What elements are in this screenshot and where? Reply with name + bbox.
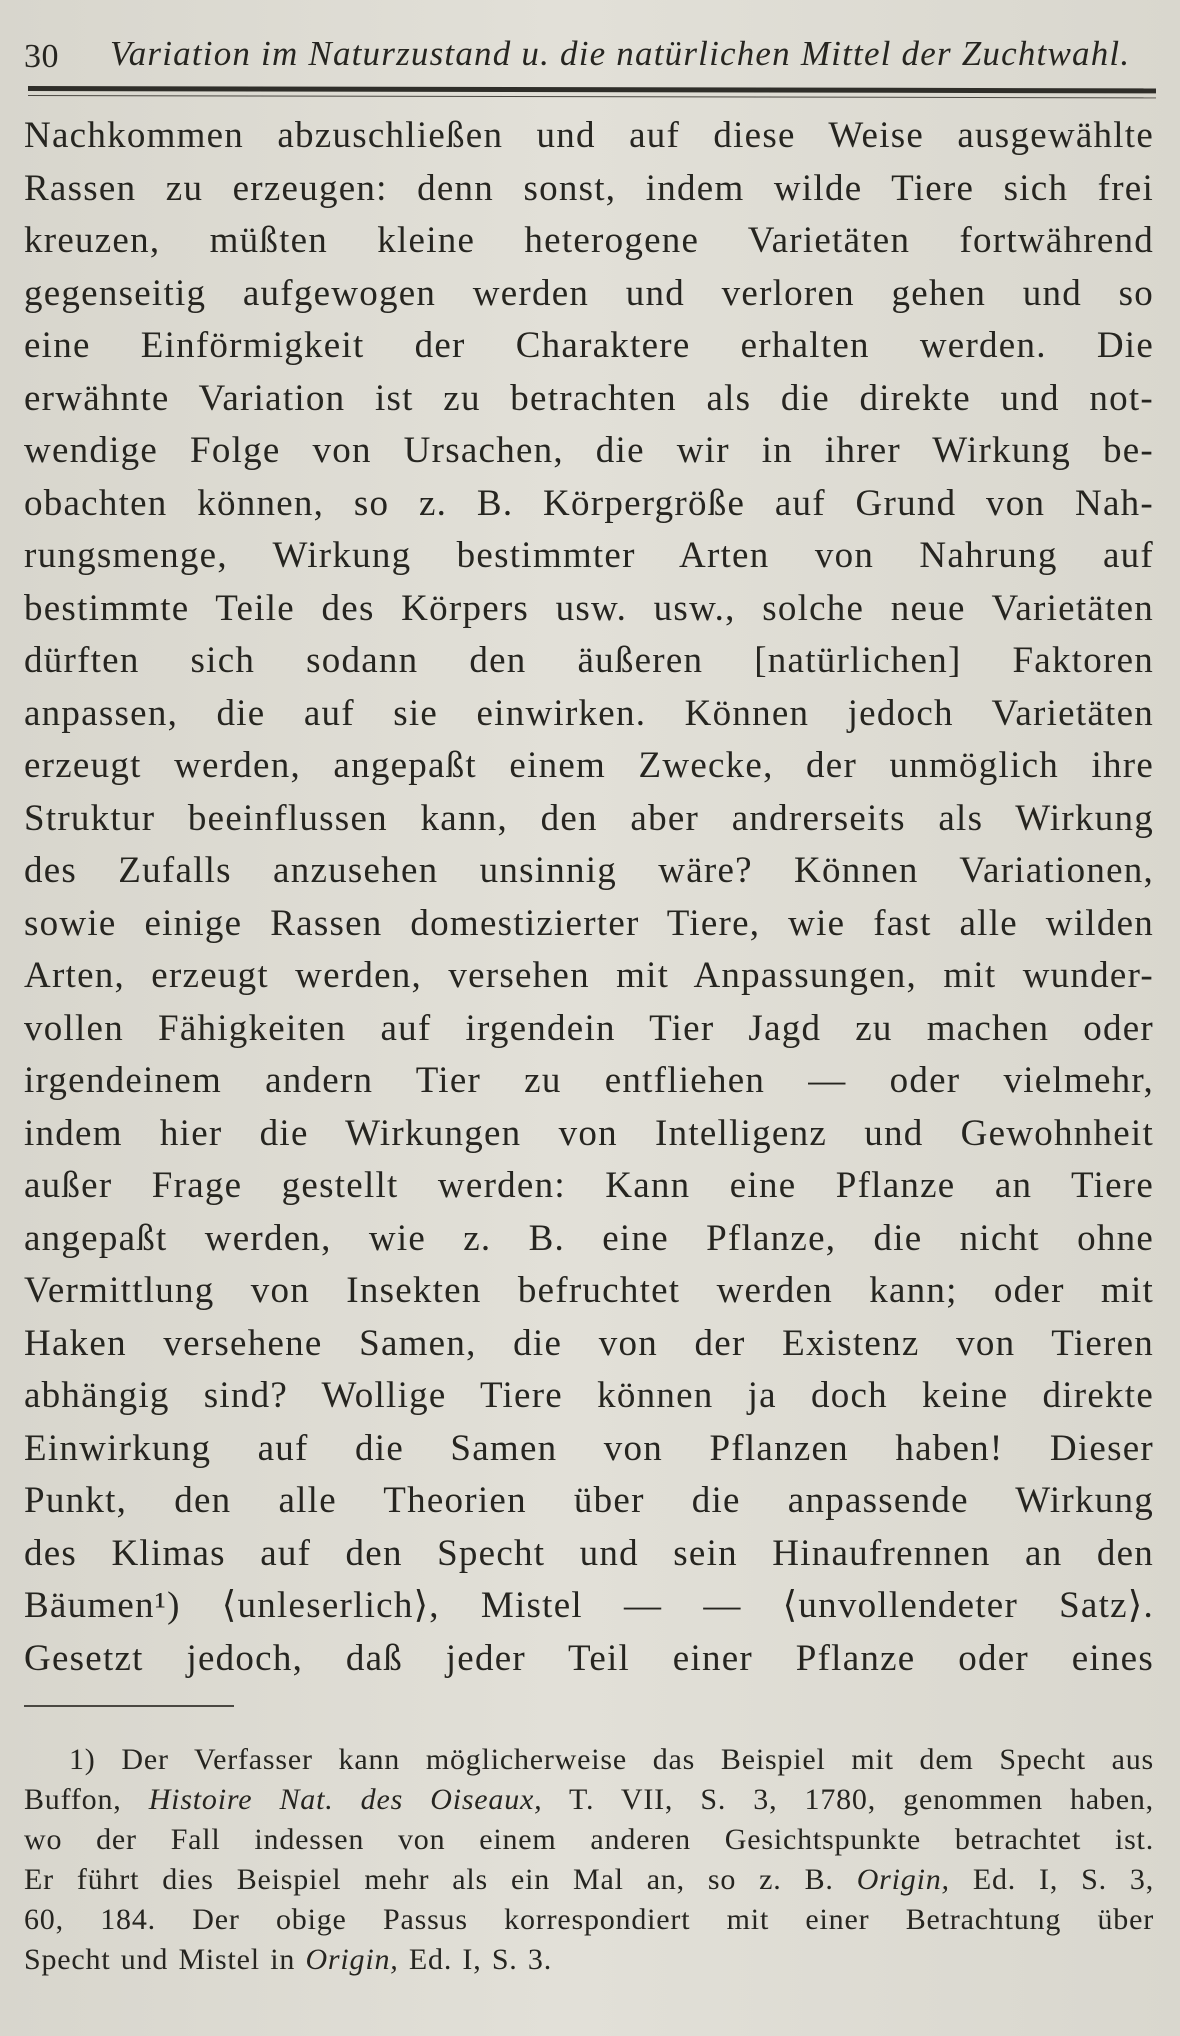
footnote-segment-edition: Ed. I, S. 3, [972, 1863, 1154, 1896]
running-title: Variation im Naturzustand u. die natürlichen Mittel der Zuchtwahl. [110, 34, 1131, 73]
body-line-7: wendige Folge von Ursachen, die wir in ihrer Wirkung be- [24, 430, 1154, 471]
body-line-11: dürften sich sodann den äußeren [natürlichen] Faktoren [24, 640, 1154, 681]
body-line-10: bestimmte Teile des Körpers usw. usw., solche neue Varietäten [24, 587, 1154, 629]
footnote-segment-edition-2: Ed. I, S. 3. [408, 1943, 553, 1976]
body-line-29: Bäumen¹) ⟨unleserlich⟩, Mistel — — ⟨unvollendeter Satz⟩. [24, 1585, 1154, 1626]
footnotes [24, 1740, 1154, 1980]
footnote-line-1: 1) Der Verfasser kann möglicherweise das Beispiel mit dem Specht aus [69, 1743, 1154, 1776]
footnote-segment-specht: Specht und Mistel in [24, 1943, 296, 1976]
body-line-16: sowie einige Rassen domestizierter Tiere, wie fast alle wilden [24, 902, 1154, 944]
footnote-line-4 [24, 1860, 1154, 1900]
body-line-2: Rassen zu erzeugen: denn sonst, indem wilde Tiere sich frei [24, 167, 1154, 209]
header-thick-rule [28, 86, 1156, 93]
footnote-segment-buffon: Buffon, [24, 1783, 122, 1816]
body-line-21: außer Frage gestellt werden: Kann eine Pflanze an Tiere [24, 1165, 1154, 1206]
footnote-line-2 [24, 1780, 1154, 1820]
body-line-3: kreuzen, müßten kleine heterogene Varietäten fortwährend [24, 220, 1154, 261]
body-line-8: obachten können, so z. B. Körpergröße auf Grund von Nah- [24, 482, 1154, 524]
body-line-23: Vermittlung von Insekten befruchtet werden kann; oder mit [24, 1270, 1154, 1311]
body-line-25: abhängig sind? Wollige Tiere können ja doch keine direkte [24, 1375, 1154, 1416]
body-line-20: indem hier die Wirkungen von Intelligenz und Gewohnheit [24, 1112, 1154, 1154]
body-line-6: erwähnte Variation ist zu betrachten als die direkte und not- [24, 377, 1154, 419]
body-line-26: Einwirkung auf die Samen von Pflanzen haben! Dieser [24, 1427, 1154, 1469]
body-text [24, 110, 1154, 1685]
body-line-4: gegenseitig aufgewogen werden und verloren gehen und so [24, 272, 1154, 314]
body-line-27: Punkt, den alle Theorien über die anpassende Wirkung [24, 1480, 1154, 1521]
body-line-9: rungsmenge, Wirkung bestimmter Arten von Nahrung auf [24, 535, 1154, 576]
body-line-13: erzeugt werden, angepaßt einem Zwecke, der unmöglich ihre [24, 745, 1154, 786]
body-line-30: Gesetzt jedoch, daß jeder Teil einer Pflanze oder eines [24, 1637, 1154, 1679]
body-line-17: Arten, erzeugt werden, versehen mit Anpassungen, mit wunder- [24, 955, 1154, 996]
page-number: 30 [24, 38, 59, 75]
footnote-line-6 [24, 1940, 1154, 1980]
footnote-segment-volume: T. VII, S. 3, 1780, genommen haben, [569, 1783, 1154, 1816]
footnote-segment-example: Er führt dies Beispiel mehr als ein Mal an, so z. B. [24, 1863, 834, 1896]
body-line-5: eine Einförmigkeit der Charaktere erhalten werden. Die [24, 325, 1154, 366]
body-line-15: des Zufalls anzusehen unsinnig wäre? Können Variationen, [24, 850, 1154, 891]
footnote-title-origin: Origin, [856, 1863, 950, 1896]
body-line-1: Nachkommen abzuschließen und auf diese Weise ausgewählte [24, 115, 1154, 156]
footnote-rule [24, 1705, 234, 1707]
page-header [24, 28, 1154, 78]
body-line-12: anpassen, die auf sie einwirken. Können jedoch Varietäten [24, 692, 1154, 734]
body-line-22: angepaßt werden, wie z. B. eine Pflanze, die nicht ohne [24, 1217, 1154, 1259]
body-line-14: Struktur beeinflussen kann, den aber andrerseits als Wirkung [24, 797, 1154, 839]
body-line-24: Haken versehene Samen, die von der Existenz von Tieren [24, 1322, 1154, 1364]
footnote-title-origin-2: Origin, [305, 1943, 399, 1976]
footnote-line-5: 60, 184. Der obige Passus korrespondiert mit einer Betrachtung über [24, 1903, 1154, 1936]
body-line-19: irgendeinem andern Tier zu entfliehen — oder vielmehr, [24, 1060, 1154, 1101]
body-line-18: vollen Fähigkeiten auf irgendein Tier Jagd zu machen oder [24, 1007, 1154, 1049]
header-thin-rule [28, 95, 1156, 98]
footnote-line-3: wo der Fall indessen von einem anderen Gesichtspunkte betrachtet ist. [24, 1823, 1154, 1856]
body-line-28: des Klimas auf den Specht und sein Hinaufrennen an den [24, 1532, 1154, 1574]
footnote-title-histoire: Histoire Nat. des Oiseaux, [148, 1783, 543, 1816]
